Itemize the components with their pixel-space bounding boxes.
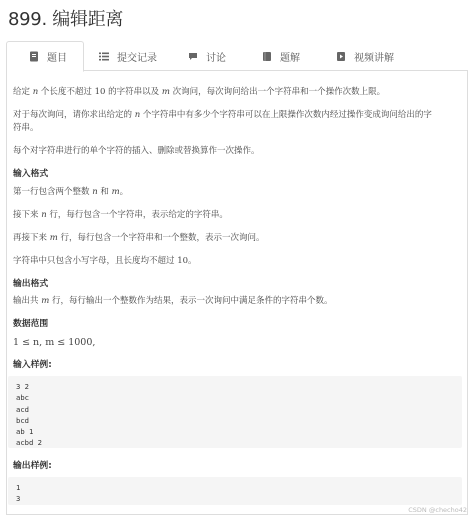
output-format-heading: 输出格式 (13, 279, 49, 289)
problem-question-cont: 符串。 (13, 123, 39, 133)
sample-input-line: bcd (16, 415, 29, 425)
data-range-heading: 数据范围 (13, 319, 49, 329)
problem-question: 对于每次询问，请你求出给定的 n 个字符串中有多少个字符串可以在上限操作次数内经过操作变成询问给出的字 (13, 110, 432, 120)
list-icon (99, 51, 109, 62)
tab-submissions-label: 提交记录 (117, 52, 157, 64)
input-line-1: 第一行包含两个整数 n 和 m。 (13, 187, 129, 197)
output-line: 输出共 m 行，每行输出一个整数作为结果，表示一次询问中满足条件的字符串个数。 (13, 296, 333, 306)
tab-discussion[interactable] (188, 41, 226, 71)
tab-solutions-label: 题解 (280, 52, 300, 64)
watermark: CSDN @checho42 (408, 506, 467, 514)
document-icon (29, 51, 39, 62)
tab-solutions[interactable] (262, 41, 300, 71)
data-range-value: 1 ≤ n, m ≤ 1000, (13, 337, 96, 348)
tab-bar (6, 41, 468, 71)
sample-input-line: 3 2 (16, 382, 29, 391)
sample-output-line: 1 (16, 483, 21, 492)
sample-output-block (8, 477, 462, 505)
sample-input-line: abc (16, 393, 29, 403)
problem-operation: 每个对字符串进行的单个字符的插入、删除或替换算作一次操作。 (13, 146, 260, 156)
tab-submissions[interactable] (99, 41, 157, 71)
sample-input-heading: 输入样例: (13, 360, 52, 370)
problem-intro: 给定 n 个长度不超过 10 的字符串以及 m 次询问，每次询问给出一个字符串和一个操作次数上限。 (13, 87, 386, 97)
sample-output-heading: 输出样例: (13, 461, 52, 471)
sample-input-line: acbd 2 (16, 438, 42, 448)
input-format-heading: 输入格式 (13, 169, 49, 179)
input-line-3: 再接下来 m 行，每行包含一个字符串和一个整数，表示一次询问。 (13, 233, 265, 243)
chat-icon (188, 51, 198, 62)
book-icon (262, 51, 272, 62)
tab-discussion-label: 讨论 (206, 52, 226, 64)
sample-input-line: acd (16, 404, 29, 414)
tab-problem-label: 题目 (47, 53, 67, 64)
tab-video-label: 视频讲解 (354, 52, 394, 64)
tab-problem[interactable] (6, 41, 84, 72)
tab-video[interactable] (336, 41, 394, 71)
sample-input-line: ab 1 (16, 427, 34, 437)
video-icon (336, 51, 346, 62)
sample-input-block (8, 376, 462, 448)
input-line-4: 字符串中只包含小写字母，且长度均不超过 10。 (13, 256, 197, 266)
sample-output-line: 3 (16, 494, 21, 504)
input-line-2: 接下来 n 行，每行包含一个字符串，表示给定的字符串。 (13, 210, 228, 220)
page-title: 899. 编辑距离 (8, 9, 124, 30)
